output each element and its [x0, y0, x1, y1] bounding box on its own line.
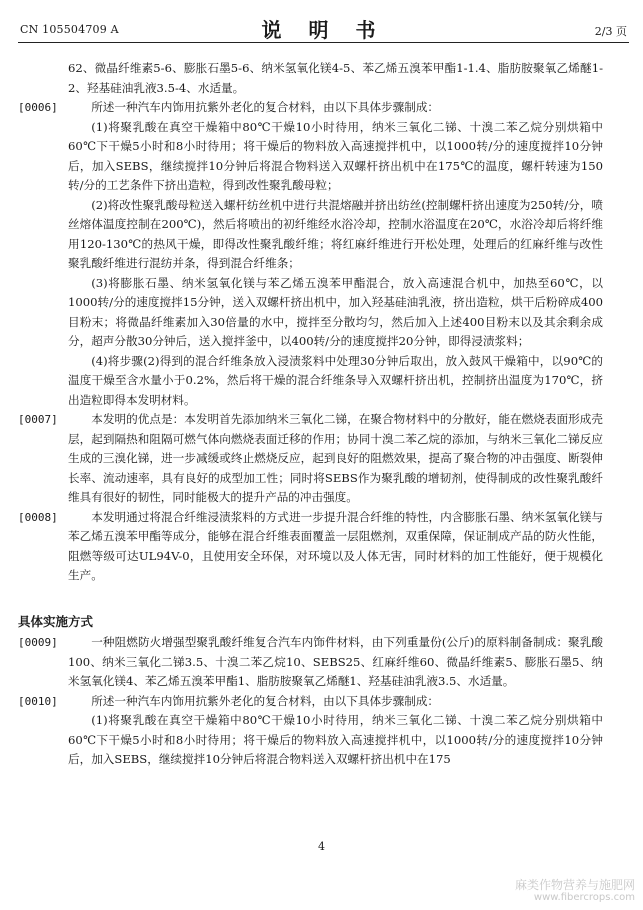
paragraph-number: [0010]: [18, 694, 58, 708]
paragraph-text: (3)将膨胀石墨、纳米氢氧化镁与苯乙烯五溴苯甲酯混合，放入高速混合机中，加热至60℃，以1000转/分的速度搅拌15分钟，送入双螺杆挤出机中，加入羟基硅油乳液，挤出造粒，烘干后粉碎成400目粉末；将微晶纤维素加入30倍量的水中，搅拌至分散均匀，然后加入上述400目粉末以及其余剩余成分，超声分散30分钟后，送入搅拌釜中，以400转/分的速度搅拌20分钟，即得浸渍浆料；: [68, 275, 603, 348]
paragraph-text: 62、微晶纤维素5-6、膨胀石墨5-6、纳米氢氧化镁4-5、苯乙烯五溴苯甲酯1-1.4、脂肪胺聚氧乙烯醚1-2、羟基硅油乳液3.5-4、水适量。: [68, 61, 603, 95]
paragraph: [18, 410, 603, 508]
paragraph-text: 本发明的优点是：本发明首先添加纳米三氧化二锑，在聚合物材料中的分散好，能在燃烧表面形成壳层，起到隔热和阻隔可燃气体向燃烧表面迁移的作用；协同十溴二苯乙烷的添加，与纳米三氧化二锑反应生成的三溴化锑，进一步减缓或终止燃烧反应，起到良好的阻燃效果，提高了聚合物的冲击强度、断裂伸长率、流动速率，具有良好的成型加工性；同时将SEBS作为聚乳酸的增韧剂，使得制成的改性聚乳酸纤维具有很好的韧性，同时能极大的提升产品的冲击强度。: [68, 412, 603, 504]
paragraph-number: [0009]: [18, 636, 58, 649]
paragraph: [68, 59, 603, 98]
watermark-url: www.fibercrops.com: [533, 892, 635, 903]
paragraph-text: (1)将聚乳酸在真空干燥箱中80℃干燥10小时待用，纳米三氧化二锑、十溴二苯乙烷分别烘箱中60℃下干燥5小时和8小时待用；将干燥后的物料放入高速搅拌机中，以1000转/分的速度搅拌10分钟后，加入SEBS，继续搅拌10分钟后将混合物料送入双螺杆挤出机中在175: [68, 713, 603, 766]
page-number: 4: [318, 840, 325, 853]
paragraph-text: (1)将聚乳酸在真空干燥箱中80℃干燥10小时待用，纳米三氧化二锑、十溴二苯乙烷分别烘箱中60℃下干燥5小时和8小时待用；将干燥后的物料放入高速搅拌机中，以1000转/分的速度搅拌10分钟后，加入SEBS，继续搅拌10分钟后将混合物料送入双螺杆挤出机中在175℃的温度，螺杆转速为150转/分的工艺条件下挤出造粒，得到改性聚乳酸母粒；: [68, 119, 603, 192]
paragraph: [68, 711, 603, 770]
paragraph: [18, 633, 603, 692]
paragraph-text: (4)将步骤(2)得到的混合纤维条放入浸渍浆料中处理30分钟后取出，放入鼓风干燥箱中，以90℃的温度干燥至含水量小于0.2%，然后将干燥的混合纤维条导入双螺杆挤出机，控制挤出温度为170℃，挤出造粒即得本发明材料。: [68, 353, 603, 407]
paragraph-number: [0007]: [18, 413, 58, 426]
document-title: 说 明 书: [261, 18, 386, 42]
paragraph: [18, 98, 603, 118]
paragraph: [68, 274, 603, 352]
patent-number: CN 105504709 A: [20, 23, 119, 36]
paragraph-text: 本发明通过将混合纤维浸渍浆料的方式进一步提升混合纤维的特性，内含膨胀石墨、纳米氢氧化镁与苯乙烯五溴苯甲酯等成分，能够在混合纤维表面覆盖一层阻燃剂，双重保障，保证制成产品的防火性能，阻燃等级可达UL94V-0，且使用安全环保，对环境以及人体无害，同时材料的加工性能好，便于规模化生产。: [68, 509, 603, 582]
paragraph-text: 所述一种汽车内饰用抗紫外老化的复合材料，由以下具体步骤制成：: [91, 100, 440, 114]
document-body: [18, 59, 603, 770]
paragraph-number: [0006]: [18, 101, 58, 114]
description-section: [18, 59, 603, 586]
paragraph: [18, 508, 603, 586]
paragraph-number: [0008]: [18, 510, 58, 524]
page-header: [18, 12, 629, 43]
paragraph-text: 所述一种汽车内饰用抗紫外老化的复合材料，由以下具体步骤制成：: [91, 693, 440, 708]
embodiment-section: [18, 633, 603, 770]
paragraph: [68, 352, 603, 411]
section-title: 具体实施方式: [18, 613, 94, 629]
paragraph: [18, 692, 603, 712]
paragraph: [68, 196, 603, 274]
page-indicator: 2/3 页: [594, 25, 627, 38]
paragraph: [68, 118, 603, 196]
paragraph-text: (2)将改性聚乳酸母粒送入螺杆纺丝机中进行共混熔融并挤出纺丝(控制螺杆挤出速度为250转/分，喷丝熔体温度控制在200℃)，然后将喷出的初纤维经水浴冷却，控制水浴温度在20℃，水浴冷却后将纤维用120-130℃的热风干燥，即得改性聚乳酸纤维；将红麻纤维进行开松处理，处理后的红麻纤维与改性聚乳酸纤维进行混纺并条，得到混合纤维条；: [68, 197, 603, 270]
watermark-text: 麻类作物营养与施肥网: [514, 878, 635, 892]
paragraph-text: 一种阻燃防火增强型聚乳酸纤维复合汽车内饰件材料，由下列重量份(公斤)的原料制备制成：聚乳酸100、纳米三氧化二锑3.5、十溴二苯乙烷10、SEBS25、红麻纤维60、微晶纤维素5、膨胀石墨5、纳米氢氧化镁4、苯乙烯五溴苯甲酯1、脂肪胺聚氧乙烯醚1、羟基硅油乳液3.5、水适量。: [68, 635, 603, 688]
watermark: [515, 878, 635, 904]
